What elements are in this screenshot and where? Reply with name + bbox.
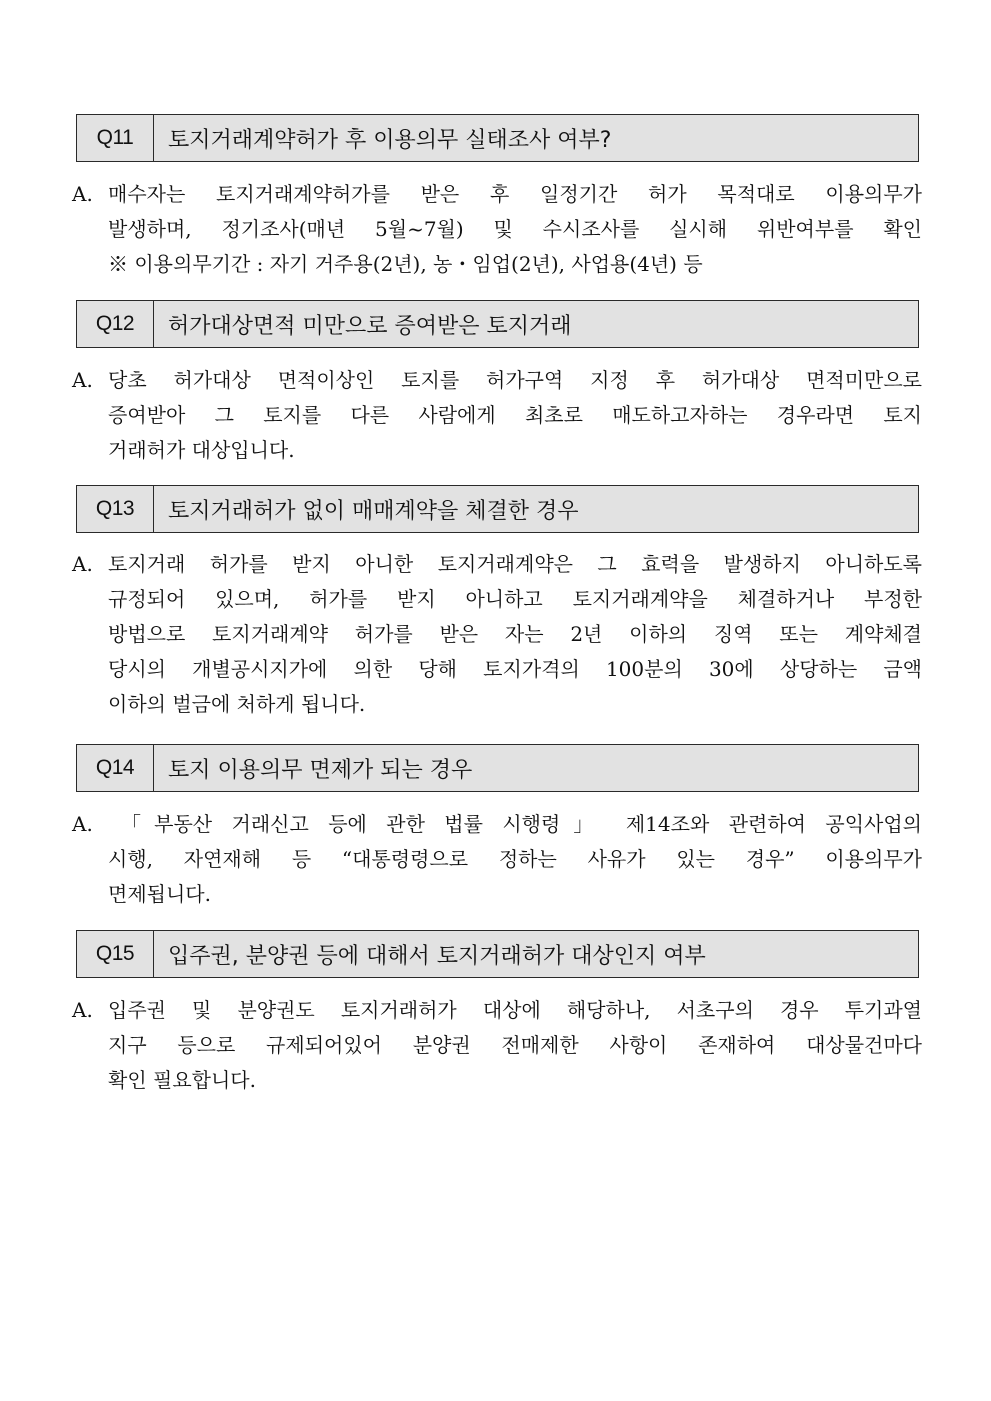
answer-line: 시행, 자연재해 등 “대통령령으로 정하는 사유가 있는 경우” 이용의무가 [108, 847, 922, 871]
answer-body [72, 363, 922, 468]
answer-note: ※ 이용의무기간 : 자기 거주용(2년), 농・임업(2년), 사업용(4년) 등 [108, 252, 703, 276]
question-title: 입주권, 분양권 등에 대해서 토지거래허가 대상인지 여부 [168, 943, 706, 969]
question-number: Q15 [77, 931, 154, 977]
answer-prefix: A. [72, 182, 93, 206]
answer-line: 방법으로 토지거래계약 허가를 받은 자는 2년 이하의 징역 또는 계약체결 [108, 622, 922, 646]
question-bar [76, 485, 919, 533]
answer-line: 이하의 벌금에 처하게 됩니다. [108, 692, 366, 716]
answer-line: 증여받아 그 토지를 다른 사람에게 최초로 매도하고자하는 경우라면 토지 [108, 403, 922, 427]
question-title: 토지거래계약허가 후 이용의무 실태조사 여부? [168, 127, 612, 153]
answer-body [72, 547, 922, 722]
answer-body [72, 807, 922, 912]
question-bar [76, 744, 919, 792]
question-title: 허가대상면적 미만으로 증여받은 토지거래 [168, 313, 572, 339]
answer-prefix: A. [72, 812, 93, 836]
question-number: Q13 [77, 486, 154, 532]
answer-line: 발생하며, 정기조사(매년 5월~7월) 및 수시조사를 실시해 위반여부를 확인 [108, 217, 922, 241]
question-bar [76, 300, 919, 348]
answer-body [72, 993, 922, 1098]
question-title: 토지 이용의무 면제가 되는 경우 [168, 757, 473, 783]
answer-line: 거래허가 대상입니다. [108, 438, 295, 462]
answer-prefix: A. [72, 552, 93, 576]
answer-line: 확인 필요합니다. [108, 1068, 256, 1092]
answer-prefix: A. [72, 998, 93, 1022]
answer-line: 규정되어 있으며, 허가를 받지 아니하고 토지거래계약을 체결하거나 부정한 [108, 587, 922, 611]
answer-line: 면제됩니다. [108, 882, 211, 906]
question-title: 토지거래허가 없이 매매계약을 체결한 경우 [168, 498, 579, 524]
answer-prefix: A. [72, 368, 93, 392]
answer-body [72, 177, 922, 282]
answer-line: 토지거래 허가를 받지 아니한 토지거래계약은 그 효력을 발생하지 아니하도록 [108, 552, 922, 576]
answer-line: 입주권 및 분양권도 토지거래허가 대상에 해당하나, 서초구의 경우 투기과열 [108, 998, 922, 1022]
question-number: Q11 [77, 115, 154, 161]
question-bar [76, 114, 919, 162]
answer-line: 당초 허가대상 면적이상인 토지를 허가구역 지정 후 허가대상 면적미만으로 [108, 368, 922, 392]
question-number: Q14 [77, 745, 154, 791]
answer-line: 「부동산 거래신고 등에 관한 법률 시행령」 제14조와 관련하여 공익사업의 [108, 812, 922, 836]
answer-line: 매수자는 토지거래계약허가를 받은 후 일정기간 허가 목적대로 이용의무가 [108, 182, 922, 206]
answer-line: 당시의 개별공시지가에 의한 당해 토지가격의 100분의 30에 상당하는 금액 [108, 657, 922, 681]
question-bar [76, 930, 919, 978]
question-number: Q12 [77, 301, 154, 347]
answer-line: 지구 등으로 규제되어있어 분양권 전매제한 사항이 존재하여 대상물건마다 [108, 1033, 922, 1057]
